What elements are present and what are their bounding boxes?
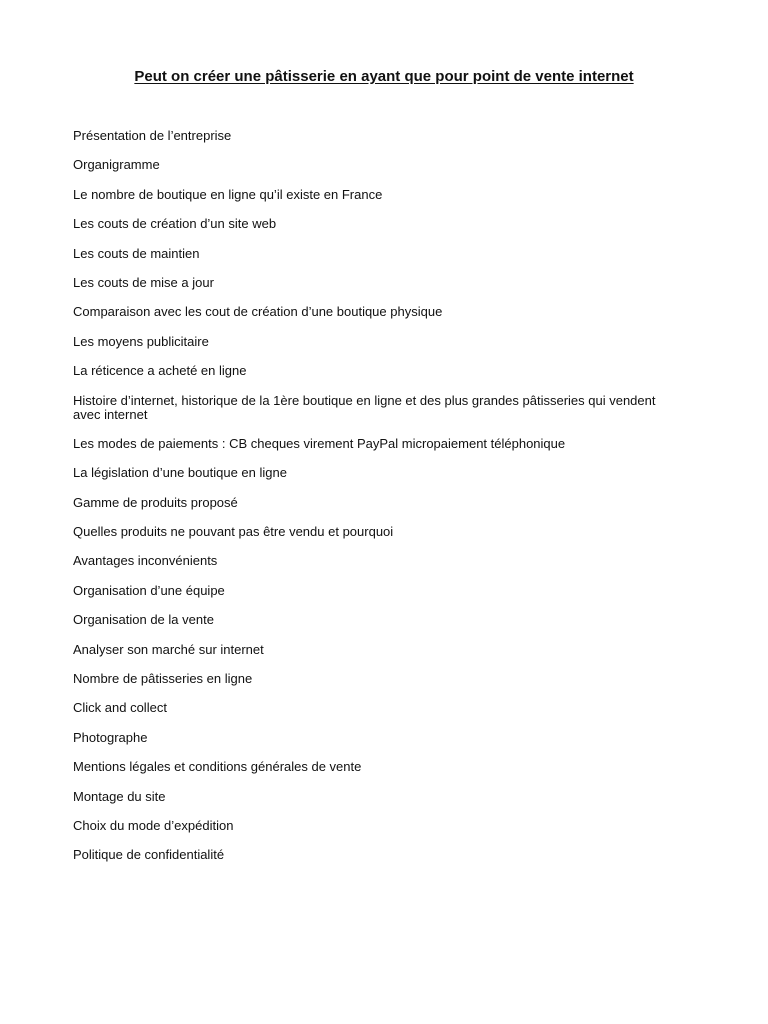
list-item: Avantages inconvénients <box>73 553 218 569</box>
list-item: Organisation d’une équipe <box>73 582 225 598</box>
list-item: Comparaison avec les cout de création d’une boutique physique <box>73 304 443 320</box>
list-item: Les moyens publicitaire <box>73 333 209 349</box>
list-item: Mentions légales et conditions générales de vente <box>73 759 362 775</box>
list-item: Présentation de l’entreprise <box>73 128 232 143</box>
list-item: Montage du site <box>73 788 166 804</box>
document-title: Peut on créer une pâtisserie en ayant que pour point de vente internet <box>134 68 634 85</box>
list-item: Les couts de mise a jour <box>73 274 214 290</box>
list-item: La réticence a acheté en ligne <box>73 363 247 379</box>
list-item: Choix du mode d’expédition <box>73 817 234 833</box>
list-item: Histoire d’internet, historique de la 1ère boutique en ligne et des plus grandes pâtisseries qui vendent avec internet <box>73 392 656 422</box>
list-item: Photographe <box>73 729 148 745</box>
list-item: Les couts de maintien <box>73 245 200 261</box>
list-item: Nombre de pâtisseries en ligne <box>73 671 253 687</box>
list-item: La législation d’une boutique en ligne <box>73 465 287 481</box>
list-item: Quelles produits ne pouvant pas être vendu et pourquoi <box>73 524 394 540</box>
list-item: Politique de confidentialité <box>73 847 225 863</box>
list-item: Click and collect <box>73 700 167 716</box>
list-item: Analyser son marché sur internet <box>73 641 264 657</box>
list-item: Organigramme <box>73 157 160 173</box>
topic-list <box>73 129 673 878</box>
list-item: Les couts de création d’un site web <box>73 216 277 232</box>
list-item: Le nombre de boutique en ligne qu’il existe en France <box>73 186 383 202</box>
list-item: Les modes de paiements : CB cheques virement PayPal micropaiement téléphonique <box>73 435 566 451</box>
list-item: Gamme de produits proposé <box>73 494 238 510</box>
list-item: Organisation de la vente <box>73 612 214 628</box>
